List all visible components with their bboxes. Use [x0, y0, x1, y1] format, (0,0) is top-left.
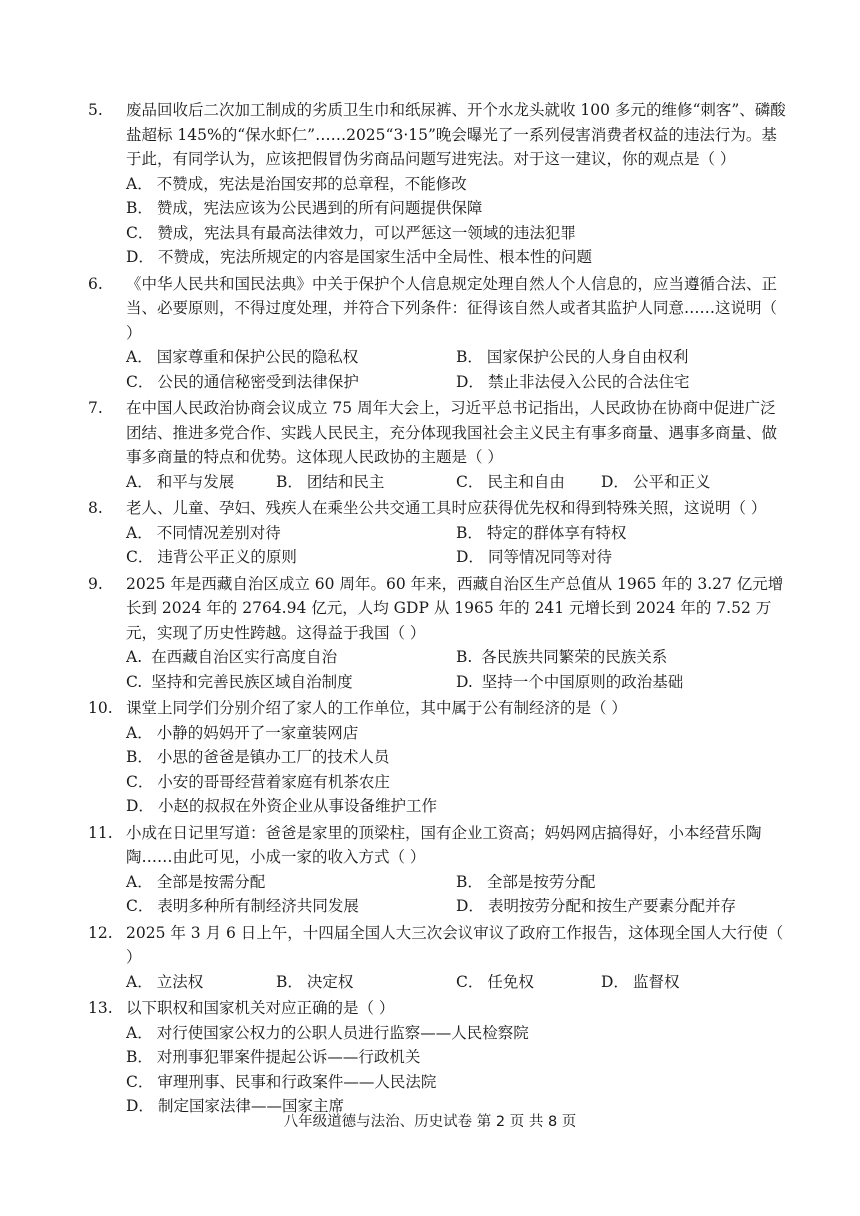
- option-letter: B．: [126, 199, 153, 217]
- question-number: 12.: [88, 923, 113, 942]
- option-letter: A．: [126, 972, 153, 991]
- question-stem: [88, 272, 788, 346]
- question-text: 课堂上同学们分别介绍了家人的工作单位，其中属于公有制经济的是（ ）: [126, 699, 627, 717]
- option: [126, 770, 390, 795]
- option-letter: C.: [126, 672, 148, 691]
- option: [456, 894, 786, 919]
- question-stem: [88, 496, 788, 521]
- option-letter: B．: [126, 748, 153, 766]
- option-text: 公平和正义: [632, 472, 711, 491]
- options: [88, 345, 788, 394]
- option-row: [126, 870, 788, 895]
- option: [456, 870, 786, 895]
- question-12: [88, 921, 788, 995]
- option-text: 制定国家法律——国家主席: [157, 1097, 344, 1115]
- options: [88, 470, 788, 495]
- question-number: 9.: [88, 574, 103, 593]
- option-text: 不赞成，宪法所规定的内容是国家生活中全局性、根本性的问题: [157, 248, 592, 266]
- option-letter: A．: [126, 174, 153, 193]
- option-letter: D．: [601, 472, 629, 491]
- question-text: 在中国人民政治协商会议成立 75 周年大会上，习近平总书记指出，人民政协在协商中促进广泛团结、推进多党合作、实践人民民主，充分体现我国社会主义民主有事多商量、遇事多商量、做事多商量的特点和优势。这体现人民政协的主题是（ ）: [126, 399, 778, 466]
- option-letter: B．: [276, 472, 303, 491]
- option-text: 监督权: [632, 972, 680, 991]
- question-text: 废品回收后二次加工制成的劣质卫生巾和纸尿裤、开个水龙头就收 100 多元的维修“刺客”、磷酸盐超标 145%的“保水虾仁”……2025“3·15”晚会曝光了一系列侵害消费者权益的违法行为。基于此，有同学认为，应该把假冒伪劣商品问题写进宪法。对于这一建议，你的观点是（ ）: [126, 101, 786, 168]
- option: [126, 721, 358, 746]
- option: [126, 645, 456, 670]
- option-text: 民主和自由: [487, 472, 565, 491]
- option-row: [126, 370, 788, 395]
- option: [276, 970, 456, 995]
- option-letter: C．: [126, 372, 154, 391]
- question-11: [88, 821, 788, 919]
- question-stem: [88, 98, 788, 172]
- option-text: 坚持和完善民族区域自治制度: [151, 672, 353, 691]
- page-footer: 八年级道德与法治、历史试卷 第 2 页 共 8 页: [283, 1114, 577, 1130]
- option-letter: B．: [456, 348, 483, 366]
- option-letter: C．: [126, 548, 154, 566]
- question-text: 《中华人民共和国民法典》中关于保护个人信息规定处理自然人个人信息的，应当遵循合法、正当、必要原则，不得过度处理，并符合下列条件：征得该自然人或者其监护人同意……这说明（ ）: [126, 274, 778, 342]
- option: [126, 221, 576, 246]
- question-stem: [88, 572, 788, 646]
- option-letter: D．: [126, 797, 154, 815]
- question-7: [88, 396, 788, 494]
- question-number: 6.: [88, 274, 103, 293]
- question-text: 2025 年是西藏自治区成立 60 周年。60 年来，西藏自治区生产总值从 1965 年的 3.27 亿元增长到 2024 年的 2764.94 亿元，人均 GDP 从 1965 年的 241 元增长到 2024 年的 7.52 万元，实现了历史性跨越。这得益于我国（ ）: [126, 574, 784, 642]
- question-number: 8.: [88, 499, 103, 517]
- option-text: 特定的群体享有特权: [486, 523, 627, 542]
- option-text: 坚持一个中国原则的政治基础: [481, 672, 684, 691]
- option-letter: C．: [126, 223, 154, 242]
- option-text: 小思的爸爸是镇办工厂的技术人员: [156, 748, 390, 766]
- option-letter: A．: [126, 723, 153, 742]
- option-row: [126, 645, 788, 670]
- option-letter: B．: [456, 523, 483, 542]
- option-letter: A．: [126, 472, 153, 491]
- option-letter: A．: [126, 523, 153, 542]
- question-5: [88, 98, 788, 270]
- options: [88, 521, 788, 570]
- option: [456, 670, 786, 695]
- option-row: [126, 345, 788, 370]
- option-text: 违背公平正义的原则: [157, 548, 297, 566]
- option: [126, 894, 456, 919]
- option-letter: D．: [126, 1097, 154, 1115]
- option: [126, 545, 456, 570]
- question-stem: [88, 821, 788, 870]
- question-6: [88, 272, 788, 395]
- options: [88, 645, 788, 694]
- option-text: 任免权: [487, 972, 534, 991]
- question-9: [88, 572, 788, 695]
- option-row: [126, 245, 788, 270]
- option: [126, 670, 456, 695]
- option-row: [126, 545, 788, 570]
- option: [456, 545, 786, 570]
- option-text: 审理刑事、民事和行政案件——人民法院: [157, 1072, 437, 1091]
- option-row: [126, 521, 788, 546]
- option: [126, 1045, 420, 1070]
- option: [126, 196, 482, 221]
- option-letter: C．: [126, 1072, 154, 1091]
- option-text: 赞成，宪法具有最高法律效力，可以严惩这一领域的违法犯罪: [157, 223, 576, 242]
- option-letter: D．: [126, 248, 154, 266]
- option-row: [126, 1021, 788, 1046]
- option: [126, 521, 456, 546]
- option: [126, 870, 456, 895]
- question-text: 小成在日记里写道：爸爸是家里的顶梁柱，国有企业工资高；妈妈网店搞得好，小本经营乐陶陶……由此可见，小成一家的收入方式（ ）: [126, 823, 762, 866]
- option-row: [126, 670, 788, 695]
- option-letter: C．: [456, 472, 484, 491]
- option-text: 国家保护公民的人身自由权利: [486, 348, 689, 366]
- option-text: 同等情况同等对待: [487, 548, 612, 566]
- option-text: 小安的哥哥经营着家庭有机茶农庄: [157, 772, 390, 791]
- question-stem: [88, 396, 788, 470]
- option: [126, 745, 389, 770]
- question-text: 以下职权和国家机关对应正确的是（ ）: [126, 999, 395, 1017]
- question-stem: [88, 921, 788, 970]
- option-letter: A．: [126, 1023, 153, 1042]
- option: [126, 345, 456, 370]
- option: [126, 970, 276, 995]
- option-text: 对行使国家公权力的公职人员进行监察——人民检察院: [156, 1023, 529, 1042]
- question-number: 11.: [88, 823, 113, 842]
- option-letter: D.: [456, 672, 478, 691]
- option-text: 表明多种所有制经济共同发展: [157, 897, 359, 915]
- option: [601, 970, 761, 995]
- option-row: [126, 470, 788, 495]
- option-row: [126, 894, 788, 919]
- option-letter: B．: [456, 872, 483, 891]
- option-letter: B．: [126, 1048, 153, 1066]
- option-row: [126, 770, 788, 795]
- option-letter: C．: [456, 972, 484, 991]
- option: [456, 521, 786, 546]
- option-text: 各民族共同繁荣的民族关系: [481, 648, 668, 666]
- option-letter: B．: [276, 972, 303, 991]
- option-letter: A．: [126, 348, 153, 366]
- options: [88, 172, 788, 270]
- option-row: [126, 196, 788, 221]
- option-letter: A.: [126, 648, 148, 666]
- option-row: [126, 970, 788, 995]
- option-text: 不同情况差别对待: [156, 523, 281, 542]
- option-text: 全部是按需分配: [156, 872, 266, 891]
- question-number: 13.: [88, 999, 113, 1017]
- option-text: 对刑事犯罪案件提起公诉——行政机关: [156, 1048, 421, 1066]
- option-letter: B.: [456, 648, 478, 666]
- question-text: 2025 年 3 月 6 日上午，十四届全国人大三次会议审议了政府工作报告，这体现全国人大行使（ ）: [126, 923, 784, 966]
- option-row: [126, 721, 788, 746]
- question-number: 7.: [88, 399, 103, 417]
- option: [126, 370, 456, 395]
- option-row: [126, 1045, 788, 1070]
- question-13: [88, 996, 788, 1119]
- option-text: 不赞成，宪法是治国安邦的总章程，不能修改: [156, 174, 467, 193]
- option-text: 团结和民主: [306, 472, 385, 491]
- option-text: 小静的妈妈开了一家童装网店: [156, 723, 359, 742]
- question-list: [88, 98, 788, 1121]
- option: [126, 172, 467, 197]
- option-text: 表明按劳分配和按生产要素分配并存: [487, 897, 736, 915]
- question-number: 10.: [88, 699, 113, 717]
- option: [126, 1021, 529, 1046]
- option-text: 决定权: [306, 972, 354, 991]
- option: [126, 470, 276, 495]
- option-text: 禁止非法侵入公民的合法住宅: [487, 372, 690, 391]
- options: [88, 721, 788, 819]
- options: [88, 870, 788, 919]
- question-number: 5.: [88, 101, 103, 119]
- option: [126, 794, 437, 819]
- option: [126, 1070, 436, 1095]
- option-row: [126, 745, 788, 770]
- option-text: 和平与发展: [156, 472, 235, 491]
- option-text: 国家尊重和保护公民的隐私权: [156, 348, 359, 366]
- options: [88, 1021, 788, 1119]
- option: [456, 970, 601, 995]
- options: [88, 970, 788, 995]
- option-letter: D．: [601, 972, 629, 991]
- option: [276, 470, 456, 495]
- question-8: [88, 496, 788, 570]
- question-text: 老人、儿童、孕妇、残疾人在乘坐公共交通工具时应获得优先权和得到特殊关照，这说明（ ）: [126, 499, 767, 517]
- option-text: 在西藏自治区实行高度自治: [151, 648, 338, 666]
- option-letter: D．: [456, 897, 484, 915]
- option-letter: D．: [456, 372, 484, 391]
- option-row: [126, 172, 788, 197]
- option-row: [126, 1070, 788, 1095]
- option: [456, 645, 786, 670]
- question-stem: [88, 696, 788, 721]
- option-text: 小赵的叔叔在外资企业从事设备维护工作: [157, 797, 437, 815]
- option-letter: C．: [126, 772, 154, 791]
- option-text: 立法权: [156, 972, 204, 991]
- question-stem: [88, 996, 788, 1021]
- option-letter: A．: [126, 872, 153, 891]
- option-row: [126, 221, 788, 246]
- option-text: 赞成，宪法应该为公民遇到的所有问题提供保障: [156, 199, 483, 217]
- option: [601, 470, 761, 495]
- option: [456, 370, 786, 395]
- option: [456, 470, 601, 495]
- option: [456, 345, 786, 370]
- option-text: 全部是按劳分配: [486, 872, 596, 891]
- option-letter: C．: [126, 897, 154, 915]
- option-text: 公民的通信秘密受到法律保护: [157, 372, 359, 391]
- option: [126, 245, 592, 270]
- question-10: [88, 696, 788, 819]
- option-row: [126, 794, 788, 819]
- option-letter: D．: [456, 548, 484, 566]
